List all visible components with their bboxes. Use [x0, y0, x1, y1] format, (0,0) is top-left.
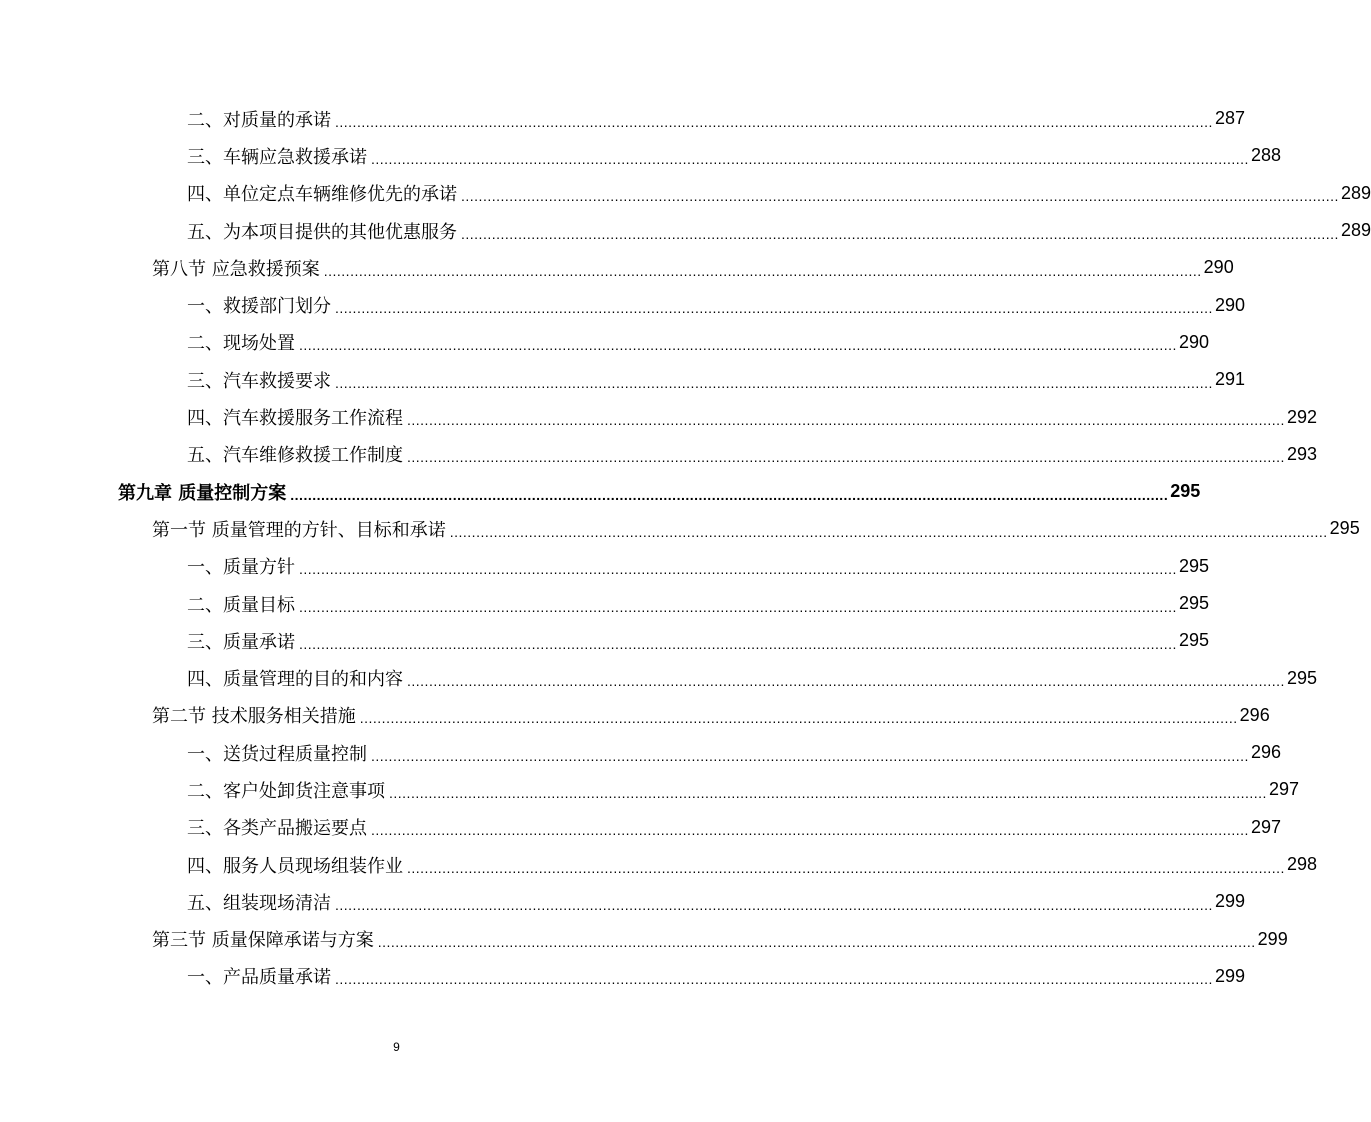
toc-entry-page-number: 295: [1170, 481, 1201, 502]
toc-entry-label: 一、产品质量承诺: [187, 967, 331, 989]
toc-entry[interactable]: [0, 175, 1371, 212]
dot-leader: ........................................................................................................................................................................................................: [299, 598, 1177, 615]
dot-leader: ........................................................................................................................................................................................................: [299, 635, 1177, 652]
toc-entry-page-number: 296: [1239, 704, 1270, 725]
dot-leader: ........................................................................................................................................................................................................: [323, 262, 1202, 279]
table-of-contents: [0, 100, 1371, 995]
dot-leader: ........................................................................................................................................................................................................: [407, 449, 1285, 466]
toc-entry-label: 一、送货过程质量控制: [187, 743, 367, 765]
toc-entry-page-number: 290: [1203, 257, 1234, 278]
toc-entry[interactable]: [0, 846, 1317, 883]
dot-leader: ........................................................................................................................................................................................................: [299, 337, 1177, 354]
dot-leader: ........................................................................................................................................................................................................: [461, 225, 1339, 242]
toc-entry-page-number: 295: [1178, 555, 1209, 576]
toc-entry-label: 一、救援部门划分: [187, 296, 331, 318]
dot-leader: ........................................................................................................................................................................................................: [371, 150, 1249, 167]
toc-entry-label: 第三节 质量保障承诺与方案: [152, 930, 374, 952]
dot-leader: ........................................................................................................................................................................................................: [371, 747, 1249, 764]
toc-entry[interactable]: [0, 659, 1317, 696]
dot-leader: ........................................................................................................................................................................................................: [407, 859, 1285, 876]
toc-entry-page-number: 289: [1340, 220, 1371, 241]
toc-entry-page-number: 290: [1178, 331, 1209, 352]
toc-entry-page-number: 295: [1286, 667, 1317, 688]
toc-entry[interactable]: [0, 734, 1281, 771]
dot-leader: ........................................................................................................................................................................................................: [359, 710, 1238, 727]
toc-entry-page-number: 290: [1214, 294, 1245, 315]
toc-entry[interactable]: [0, 137, 1281, 174]
toc-entry-label: 二、现场处置: [187, 333, 295, 355]
toc-entry[interactable]: [0, 585, 1209, 622]
toc-entry-label: 三、各类产品搬运要点: [187, 818, 367, 840]
toc-entry-label: 三、汽车救援要求: [187, 370, 331, 392]
dot-leader: ........................................................................................................................................................................................................: [299, 561, 1177, 578]
toc-entry-page-number: 297: [1250, 816, 1281, 837]
toc-entry[interactable]: [0, 510, 1360, 547]
toc-entry[interactable]: [0, 771, 1299, 808]
toc-entry-page-number: 295: [1178, 630, 1209, 651]
toc-entry-label: 五、组装现场清洁: [187, 892, 331, 914]
toc-entry[interactable]: [0, 622, 1209, 659]
dot-leader: ........................................................................................................................................................................................................: [371, 822, 1249, 839]
toc-entry-label: 四、汽车救援服务工作流程: [187, 408, 403, 430]
toc-entry[interactable]: [0, 921, 1288, 958]
dot-leader: ........................................................................................................................................................................................................: [335, 300, 1213, 317]
toc-entry-page-number: 293: [1286, 443, 1317, 464]
toc-entry-page-number: 298: [1286, 854, 1317, 875]
dot-leader: ........................................................................................................................................................................................................: [335, 374, 1213, 391]
toc-entry[interactable]: [0, 212, 1371, 249]
dot-leader: ........................................................................................................................................................................................................: [389, 784, 1267, 801]
dot-leader: ........................................................................................................................................................................................................: [377, 934, 1256, 951]
toc-entry[interactable]: [0, 809, 1281, 846]
toc-entry[interactable]: [0, 548, 1209, 585]
dot-leader: ........................................................................................................................................................................................................: [335, 971, 1213, 988]
toc-entry[interactable]: [0, 697, 1270, 734]
toc-entry-label: 第一节 质量管理的方针、目标和承诺: [152, 519, 446, 541]
toc-entry-page-number: 299: [1214, 891, 1245, 912]
toc-entry[interactable]: [0, 324, 1209, 361]
dot-leader: ........................................................................................................................................................................................................: [449, 523, 1328, 540]
toc-entry[interactable]: [0, 958, 1245, 995]
toc-entry-page-number: 292: [1286, 406, 1317, 427]
toc-entry[interactable]: [0, 249, 1234, 286]
toc-entry-label: 二、对质量的承诺: [187, 109, 331, 131]
toc-entry-page-number: 299: [1257, 928, 1288, 949]
toc-entry-label: 五、汽车维修救援工作制度: [187, 445, 403, 467]
toc-entry-label: 第二节 技术服务相关措施: [152, 706, 356, 728]
toc-entry-page-number: 289: [1340, 182, 1371, 203]
toc-entry[interactable]: [0, 473, 1201, 510]
dot-leader: ........................................................................................................................................................................................................: [290, 486, 1169, 503]
toc-entry-label: 四、服务人员现场组装作业: [187, 855, 403, 877]
toc-entry-label: 第八节 应急救援预案: [152, 258, 320, 280]
toc-entry-label: 三、车辆应急救援承诺: [187, 146, 367, 168]
toc-entry-label: 二、质量目标: [187, 594, 295, 616]
toc-entry[interactable]: [0, 286, 1245, 323]
toc-entry-page-number: 296: [1250, 742, 1281, 763]
toc-entry-page-number: 295: [1329, 518, 1360, 539]
toc-entry-page-number: 299: [1214, 965, 1245, 986]
toc-entry-label: 五、为本项目提供的其他优惠服务: [187, 221, 457, 243]
toc-entry-page-number: 295: [1178, 593, 1209, 613]
dot-leader: ........................................................................................................................................................................................................: [335, 896, 1213, 913]
toc-entry-label: 二、客户处卸货注意事项: [187, 780, 385, 802]
toc-entry-label: 第九章 质量控制方案: [118, 482, 287, 504]
toc-entry-page-number: 297: [1268, 779, 1299, 800]
toc-entry[interactable]: [0, 361, 1245, 398]
dot-leader: ........................................................................................................................................................................................................: [407, 673, 1285, 690]
toc-entry[interactable]: [0, 100, 1245, 137]
toc-entry-label: 一、质量方针: [187, 557, 295, 579]
dot-leader: ........................................................................................................................................................................................................: [461, 188, 1339, 205]
toc-entry-page-number: 291: [1214, 369, 1245, 390]
toc-entry[interactable]: [0, 398, 1317, 435]
page-number: 9: [393, 1040, 400, 1054]
toc-entry[interactable]: [0, 883, 1245, 920]
dot-leader: ........................................................................................................................................................................................................: [407, 412, 1285, 429]
toc-entry-label: 四、质量管理的目的和内容: [187, 669, 403, 691]
toc-entry[interactable]: [0, 436, 1317, 473]
toc-entry-label: 四、单位定点车辆维修优先的承诺: [187, 184, 457, 206]
toc-entry-page-number: 287: [1214, 108, 1245, 129]
toc-entry-page-number: 288: [1250, 145, 1281, 166]
toc-entry-label: 三、质量承诺: [187, 631, 295, 653]
dot-leader: ........................................................................................................................................................................................................: [335, 113, 1213, 130]
